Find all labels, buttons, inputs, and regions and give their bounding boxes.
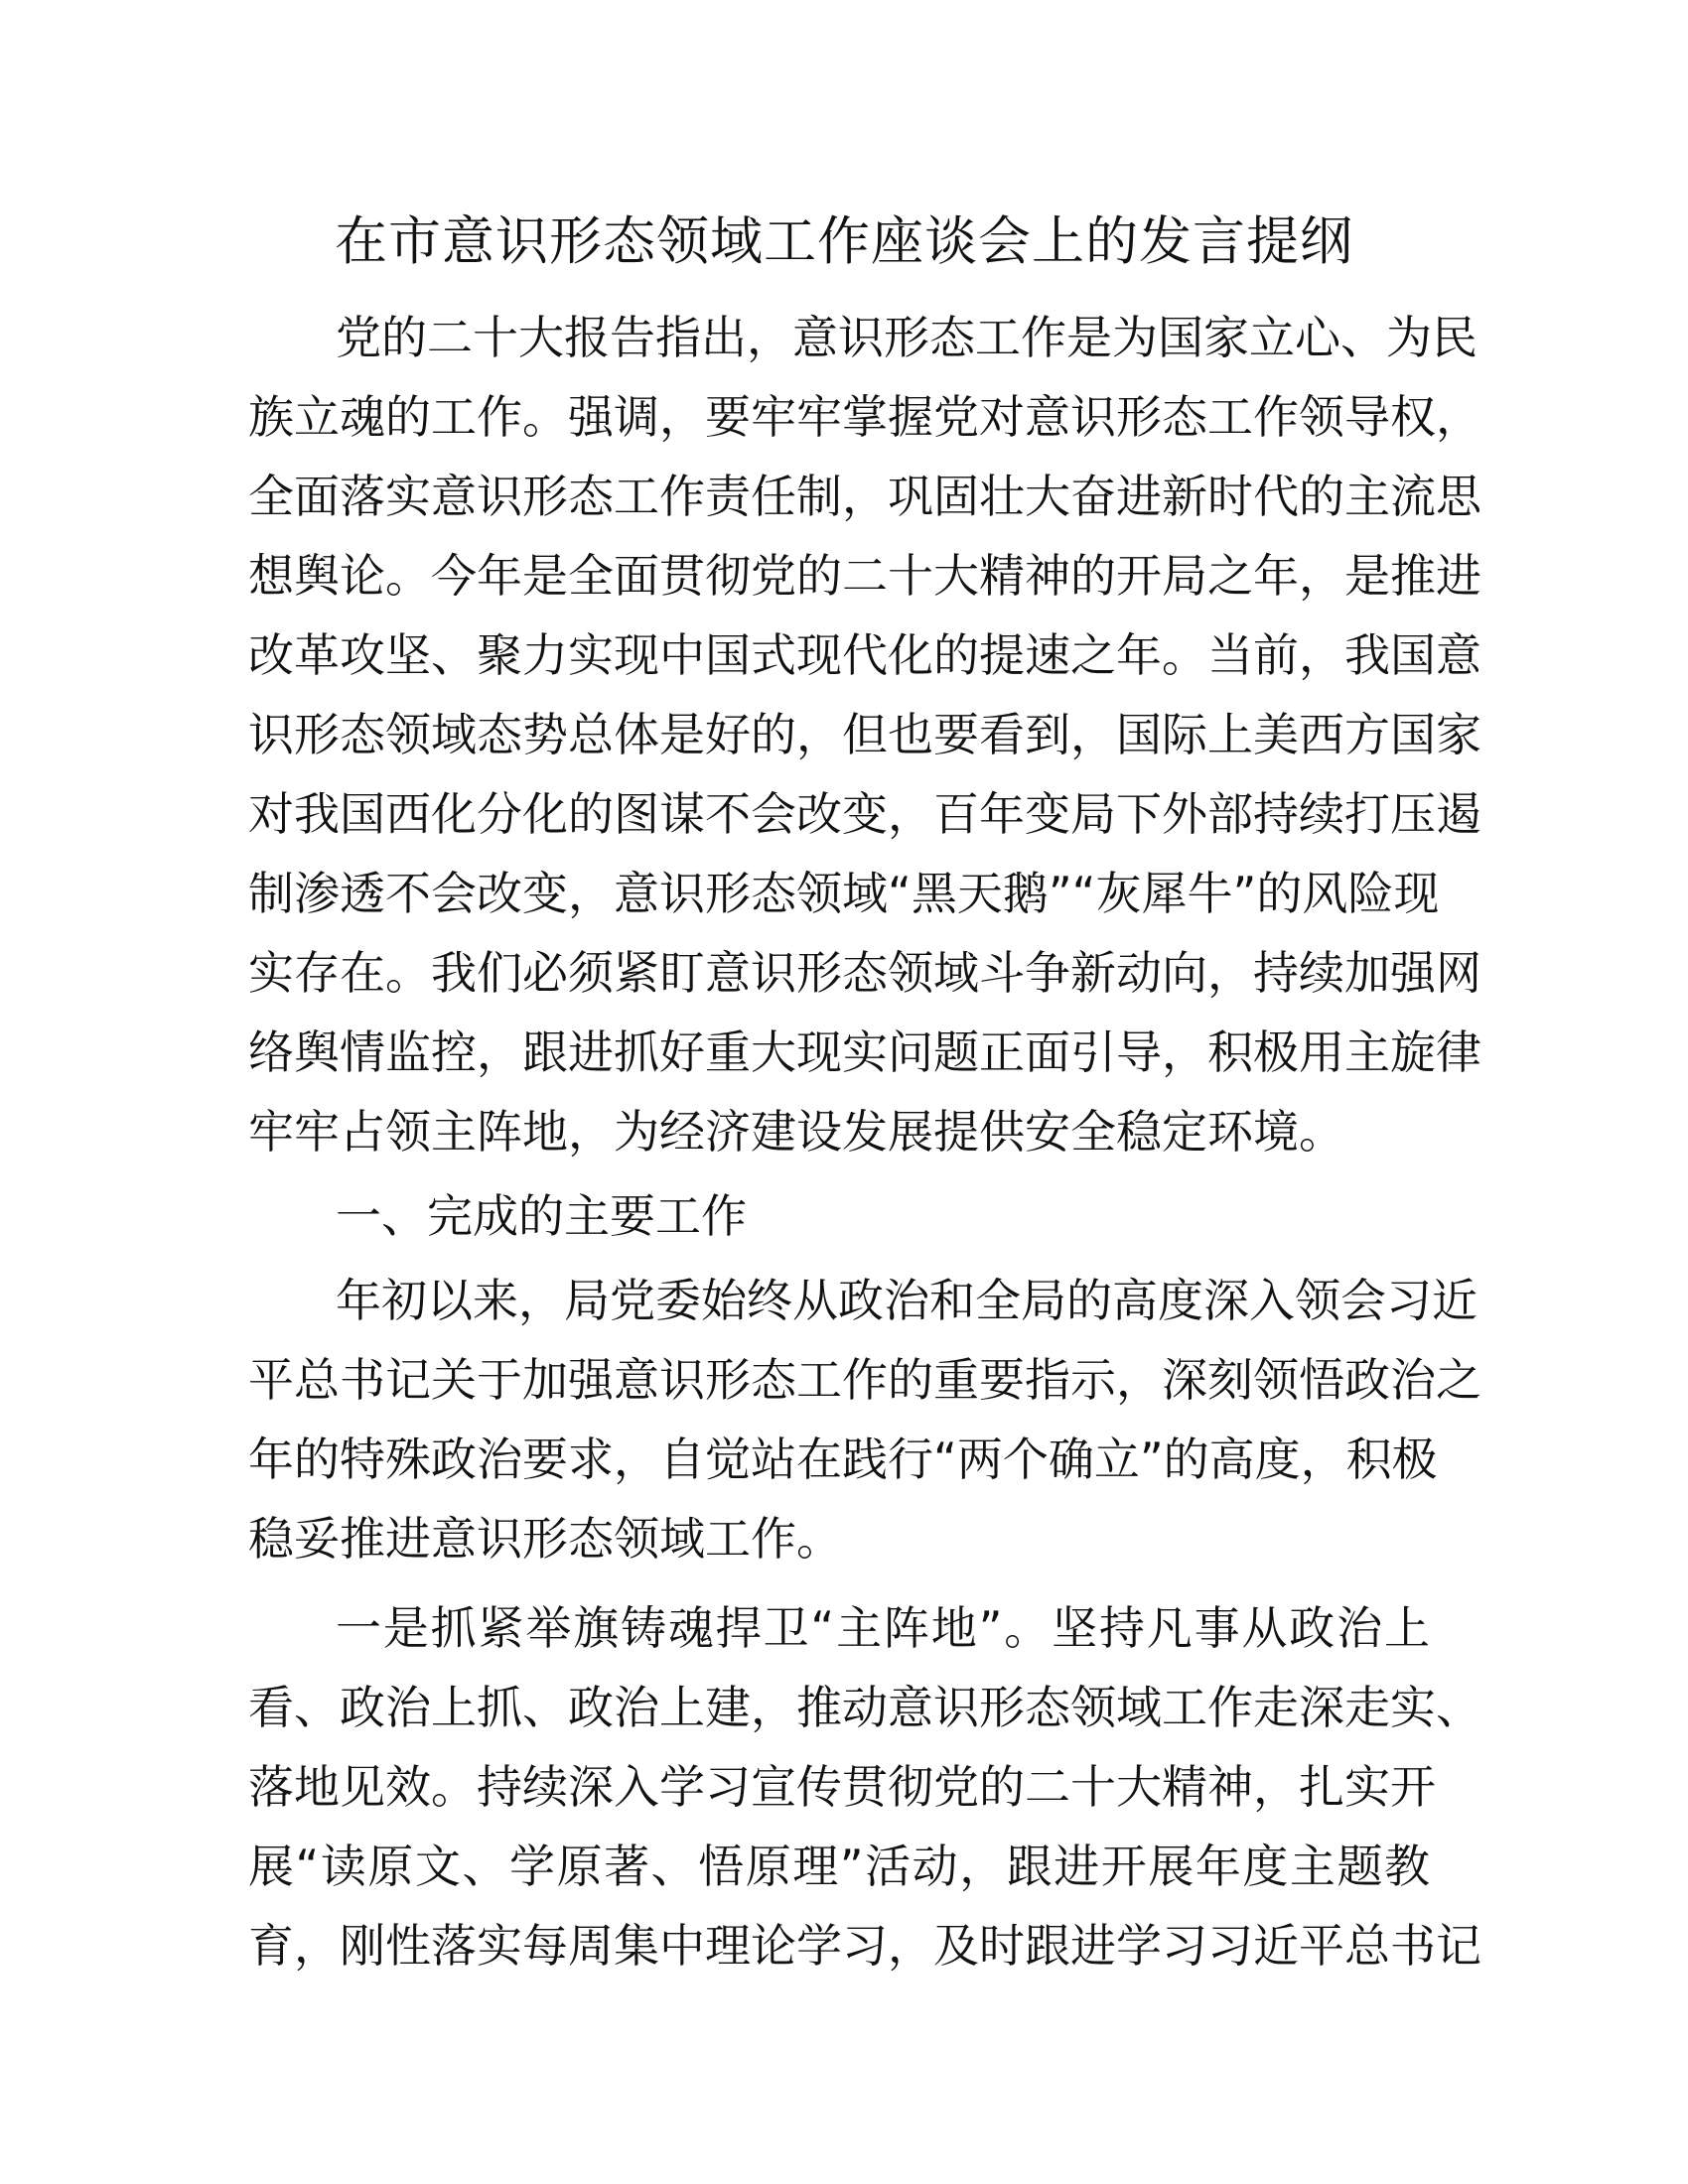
paragraph-line: 稳妥推进意识形态领域工作。 — [248, 1512, 842, 1566]
paragraph-line: 落地见效。持续深入学习宣传贯彻党的二十大精神，扎实开 — [248, 1760, 1436, 1814]
section-heading: 一、完成的主要工作 — [336, 1189, 747, 1243]
paragraph-line: 改革攻坚、聚力实现中国式现代化的提速之年。当前，我国意 — [248, 628, 1481, 682]
paragraph-line: 年初以来，局党委始终从政治和全局的高度深入领会习近 — [336, 1274, 1477, 1327]
paragraph-line: 实存在。我们必须紧盯意识形态领域斗争新动向，持续加强网 — [248, 946, 1481, 1000]
document-title: 在市意识形态领域工作座谈会上的发言提纲 — [335, 211, 1353, 272]
paragraph-line: 全面落实意识形态工作责任制，巩固壮大奋进新时代的主流思 — [248, 470, 1481, 523]
paragraph-line: 络舆情监控，跟进抓好重大现实问题正面引导，积极用主旋律 — [248, 1025, 1481, 1079]
paragraph-line: 族立魂的工作。强调，要牢牢掌握党对意识形态工作领导权， — [248, 390, 1481, 444]
paragraph-line: 年的特殊政治要求，自觉站在践行“两个确立”的高度，积极 — [248, 1433, 1438, 1486]
paragraph-line: 展“读原文、学原著、悟原理”活动，跟进开展年度主题教 — [248, 1840, 1430, 1893]
paragraph-line: 识形态领域态势总体是好的，但也要看到，国际上美西方国家 — [248, 708, 1481, 761]
paragraph-line: 想舆论。今年是全面贯彻党的二十大精神的开局之年，是推进 — [248, 549, 1481, 603]
paragraph-line: 看、政治上抓、政治上建，推动意识形态领域工作走深走实、 — [248, 1681, 1481, 1734]
paragraph-line: 育，刚性落实每周集中理论学习，及时跟进学习习近平总书记 — [248, 1919, 1481, 1973]
paragraph-line: 一是抓紧举旗铸魂捍卫“主阵地”。坚持凡事从政治上 — [336, 1601, 1430, 1655]
paragraph-line: 制渗透不会改变，意识形态领域“黑天鹅”“灰犀牛”的风险现 — [248, 867, 1440, 920]
paragraph-line: 平总书记关于加强意识形态工作的重要指示，深刻领悟政治之 — [248, 1353, 1481, 1407]
paragraph-line: 党的二十大报告指出，意识形态工作是为国家立心、为民 — [336, 311, 1477, 364]
paragraph-line: 牢牢占领主阵地，为经济建设发展提供安全稳定环境。 — [248, 1105, 1344, 1159]
paragraph-line: 对我国西化分化的图谋不会改变，百年变局下外部持续打压遏 — [248, 787, 1481, 841]
